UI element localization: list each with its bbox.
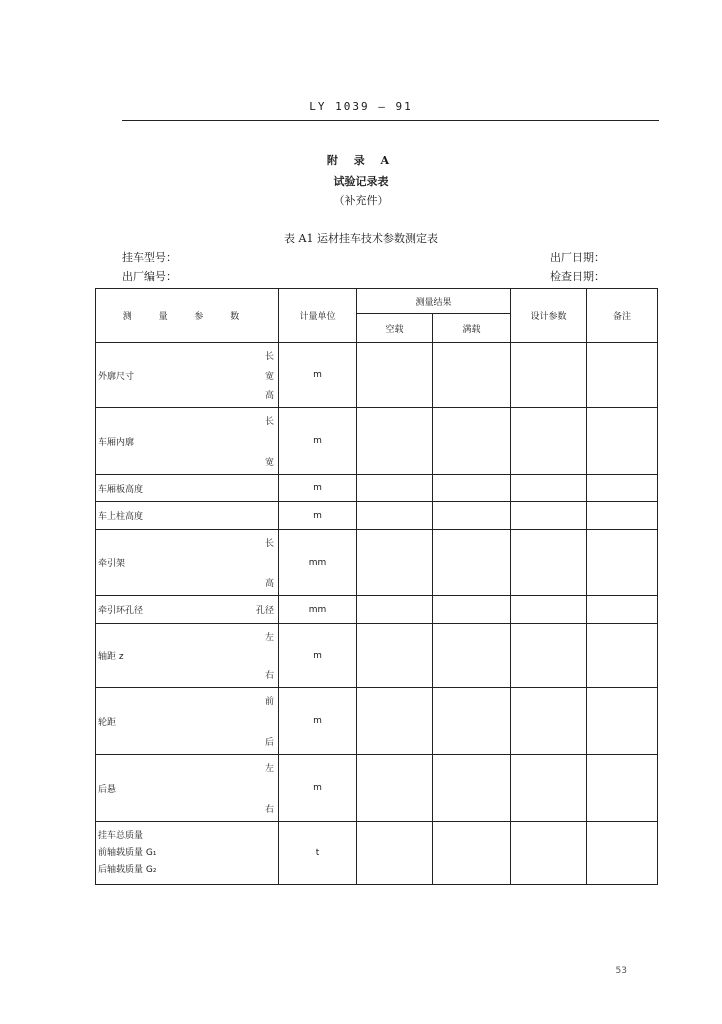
header-param-text: 测 量 参 数 [122, 312, 252, 322]
table-row [96, 343, 658, 408]
row-sub-cell [241, 624, 279, 688]
row-name: 车厢内廓 [96, 408, 241, 475]
cell-design[interactable] [511, 343, 587, 408]
row-sub-cell [241, 530, 279, 596]
table-row [96, 624, 658, 688]
row-sub: 高 [264, 579, 274, 589]
row-name-line: 后轴载质量 G₂ [98, 864, 157, 875]
row-sub: 左 [264, 633, 274, 643]
row-sub: 高 [264, 391, 274, 401]
document-number: LY 1039 — 91 [309, 100, 413, 113]
table-row [96, 475, 658, 502]
cell-design[interactable] [511, 502, 587, 530]
cell-full[interactable] [433, 596, 511, 624]
table-row [96, 530, 658, 596]
row-sub-cell [241, 408, 279, 475]
cell-remarks[interactable] [587, 624, 658, 688]
cell-design[interactable] [511, 755, 587, 822]
row-unit: mm [279, 530, 357, 596]
header-empty: 空载 [357, 314, 433, 343]
appendix-label: 附 录 A [326, 154, 396, 167]
cell-empty[interactable] [357, 475, 433, 502]
table-row [96, 822, 658, 885]
form-title: 试验记录表 [333, 175, 389, 188]
cell-design[interactable] [511, 822, 587, 885]
cell-remarks[interactable] [587, 596, 658, 624]
header-param [96, 289, 279, 343]
cell-remarks[interactable] [587, 502, 658, 530]
row-name-multi [96, 822, 279, 885]
row-unit: m [279, 688, 357, 755]
row-name: 外廓尺寸 [96, 343, 241, 408]
cell-full[interactable] [433, 408, 511, 475]
row-name: 车上柱高度 [96, 502, 279, 530]
header-results: 测量结果 [357, 289, 511, 314]
form-subtitle: （补充件） [333, 194, 389, 207]
cell-remarks[interactable] [587, 755, 658, 822]
row-unit: m [279, 624, 357, 688]
row-unit: m [279, 502, 357, 530]
row-name: 牵引环孔径 [96, 596, 241, 624]
header-remarks: 备注 [587, 289, 658, 343]
cell-empty[interactable] [357, 408, 433, 475]
header-rule [122, 120, 659, 121]
cell-empty[interactable] [357, 343, 433, 408]
header-unit: 计量单位 [279, 289, 357, 343]
row-sub: 长 [264, 352, 274, 362]
row-sub: 孔径 [255, 606, 274, 616]
cell-empty[interactable] [357, 688, 433, 755]
cell-empty[interactable] [357, 822, 433, 885]
row-sub: 前 [264, 697, 274, 707]
row-name: 轴距 z [96, 624, 241, 688]
row-name: 后悬 [96, 755, 241, 822]
cell-full[interactable] [433, 475, 511, 502]
factory-date-label: 出厂日期： [550, 251, 605, 264]
cell-remarks[interactable] [587, 822, 658, 885]
row-sub: 右 [264, 671, 274, 681]
table-row [96, 596, 658, 624]
model-label: 挂车型号： [122, 251, 177, 264]
cell-remarks[interactable] [587, 688, 658, 755]
row-unit: m [279, 755, 357, 822]
cell-full[interactable] [433, 688, 511, 755]
cell-design[interactable] [511, 530, 587, 596]
cell-empty[interactable] [357, 502, 433, 530]
row-name: 轮距 [96, 688, 241, 755]
row-sub: 宽 [264, 371, 274, 382]
table-row [96, 688, 658, 755]
row-unit: m [279, 475, 357, 502]
header-full: 满载 [433, 314, 511, 343]
cell-remarks[interactable] [587, 530, 658, 596]
header-design: 设计参数 [511, 289, 587, 343]
row-name-line: 挂车总质量 [98, 830, 144, 841]
table-caption: 表 A1 运材挂车技术参数测定表 [284, 232, 438, 245]
row-unit: t [279, 822, 357, 885]
cell-design[interactable] [511, 475, 587, 502]
cell-remarks[interactable] [587, 408, 658, 475]
table-row [96, 755, 658, 822]
row-sub: 长 [264, 417, 274, 427]
header-row-1 [96, 289, 658, 314]
cell-design[interactable] [511, 624, 587, 688]
serial-label: 出厂编号： [122, 270, 177, 283]
cell-design[interactable] [511, 688, 587, 755]
cell-empty[interactable] [357, 530, 433, 596]
row-sub: 后 [264, 738, 274, 748]
row-sub: 宽 [264, 458, 274, 468]
cell-remarks[interactable] [587, 475, 658, 502]
row-unit: m [279, 343, 357, 408]
cell-full[interactable] [433, 822, 511, 885]
measurement-table [95, 288, 658, 885]
cell-design[interactable] [511, 596, 587, 624]
row-unit: m [279, 408, 357, 475]
row-sub: 长 [264, 539, 274, 549]
row-name: 牵引架 [96, 530, 241, 596]
row-name-line: 前轴载质量 G₁ [98, 847, 157, 858]
inspect-date-label: 检查日期： [550, 270, 605, 283]
row-sub: 左 [264, 764, 274, 774]
row-sub-cell [241, 343, 279, 408]
cell-full[interactable] [433, 530, 511, 596]
row-sub-cell [241, 688, 279, 755]
page-number: 53 [615, 966, 627, 976]
cell-full[interactable] [433, 502, 511, 530]
row-sub: 右 [264, 805, 274, 815]
table-row [96, 408, 658, 475]
cell-empty[interactable] [357, 755, 433, 822]
table-row [96, 502, 658, 530]
cell-full[interactable] [433, 624, 511, 688]
cell-design[interactable] [511, 408, 587, 475]
row-unit: mm [279, 596, 357, 624]
cell-full[interactable] [433, 343, 511, 408]
row-sub-cell [241, 755, 279, 822]
row-name: 车厢板高度 [96, 475, 279, 502]
row-sub-cell [241, 596, 279, 624]
cell-empty[interactable] [357, 596, 433, 624]
measurement-table-container [95, 288, 657, 888]
cell-remarks[interactable] [587, 343, 658, 408]
cell-empty[interactable] [357, 624, 433, 688]
cell-full[interactable] [433, 755, 511, 822]
